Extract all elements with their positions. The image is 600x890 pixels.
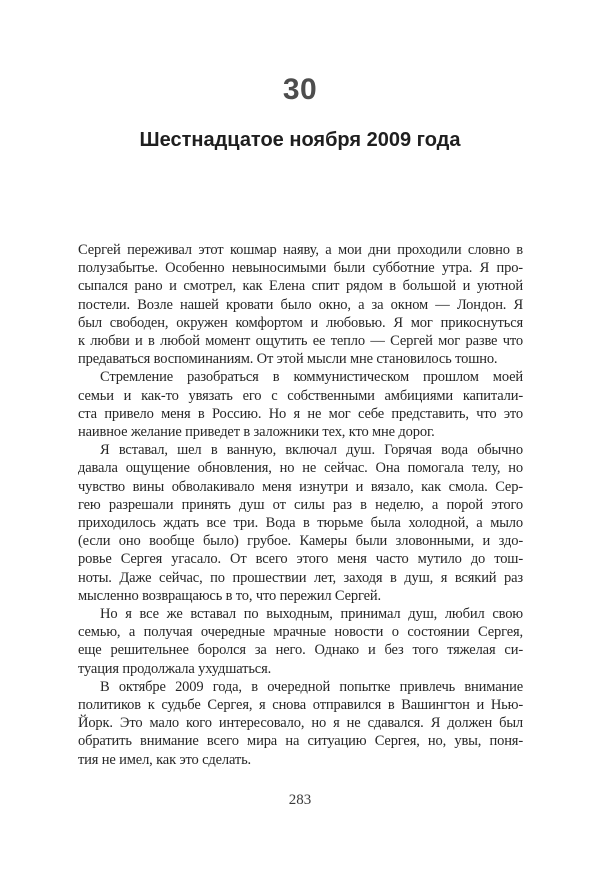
text-line: гею разрешали принять душ от силы раз в неделю, а порой этого	[78, 496, 523, 513]
text-line: обратить внимание всего мира на ситуацию Сергея, но, увы, поня-	[78, 733, 523, 750]
text-line: чувство вины обволакивало меня изнутри и вязало, как смола. Сер-	[78, 478, 523, 495]
text-line: еще решительнее боролся за него. Однако и без того тяжелая си-	[78, 642, 523, 659]
text-line: постели. Возле нашей кровати было окно, а за окном — Лондон. Я	[78, 296, 523, 313]
text-line: к любви и в любой момент ощутить ее тепло — Сергей мог разве что	[78, 333, 523, 350]
chapter-number: 30	[282, 73, 318, 106]
text-line: давала ощущение обновления, но не сейчас. Она помогала телу, но	[78, 460, 523, 477]
text-line: тия не имел, как это сделать.	[78, 751, 252, 768]
text-line: туация продолжала ухудшаться.	[78, 660, 272, 677]
text-line: Сергей переживал этот кошмар наяву, а мои дни проходили словно в	[78, 242, 523, 258]
text-line: В октябре 2009 года, в очередной попытке привлечь внимание	[100, 678, 523, 695]
text-line: приходилось ждать все три. Вода в тюрьме была холодной, а мыло	[78, 515, 523, 532]
text-line: Стремление разобраться в коммунистическом прошлом моей	[100, 369, 523, 386]
text-line: наивное желание приведет в заложники тех, кто мне дорог.	[78, 424, 435, 441]
text-line: Но я все же вставал по выходным, принимал душ, любил свою	[100, 606, 523, 623]
text-line: семью, а получая очередные мрачные новости о состоянии Сергея,	[78, 624, 523, 641]
body-text	[78, 241, 523, 769]
text-line: сыпался рано и смотрел, как Елена спит рядом в большой и уютной	[78, 278, 523, 295]
text-line: ста привело меня в Россию. Но я не мог себе представить, что это	[78, 405, 523, 422]
chapter-title: Шестнадцатое ноября 2009 года	[139, 129, 461, 151]
text-line: политиков к судьбе Сергея, я снова отправился в Вашингтон и Нью-	[78, 697, 523, 714]
text-line: полузабытье. Особенно невыносимыми были субботние утра. Я про-	[78, 260, 523, 277]
text-line: ровье Сергея угасало. От всего этого меня часто мутило до тош-	[78, 551, 523, 568]
text-line: был свободен, окружен комфортом и любовью. Я мог прикоснуться	[78, 314, 523, 331]
page-number: 283	[288, 792, 312, 808]
text-line: семьи и как-то увязать его с собственными амбициями капитали-	[78, 387, 523, 404]
text-line: Йорк. Это мало кого интересовало, но я не сдавался. Я должен был	[78, 715, 523, 732]
text-line: предаваться воспоминаниям. От этой мысли мне становилось тошно.	[78, 351, 498, 368]
text-line: (если оно вообще было) грубое. Камеры были зловонными, и здо-	[78, 533, 523, 550]
text-line: ноты. Даже сейчас, по прошествии лет, заходя в душ, я всякий раз	[78, 569, 523, 586]
text-line: Я вставал, шел в ванную, включал душ. Горячая вода обычно	[100, 442, 523, 459]
text-line: мысленно возвращаюсь в то, что пережил Сергей.	[78, 587, 381, 604]
